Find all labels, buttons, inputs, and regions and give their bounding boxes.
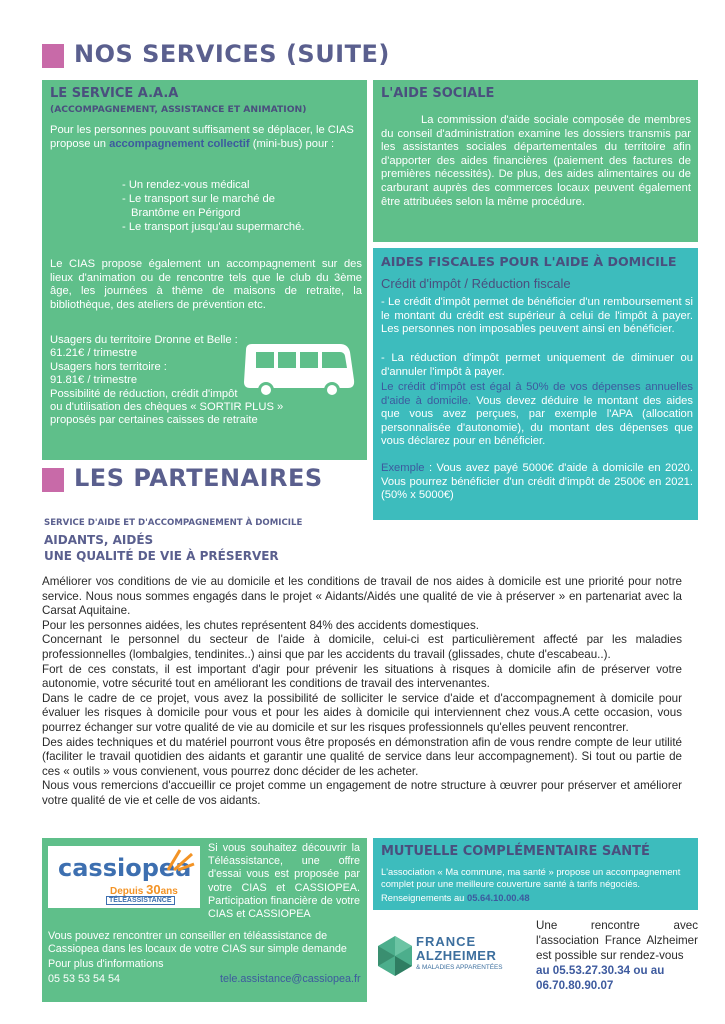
alzheimer-text: Une rencontre avec l'association France Alzheimer est possible sur rendez-vous au 05.53.27.30.34 ou au 06.70.80.90.07: [536, 919, 698, 992]
aides-fiscales-p2: - La réduction d'impôt permet uniquement de diminuer ou d'annuler l'impôt à payer.: [381, 352, 693, 378]
paragraph: Dans le cadre de ce projet, vous avez la possibilité de solliciter le service d'aide et d'accompagnement à domicile pour évaluer les risques à domicile pour vous et pour les aides à domicile qui interviennent chez vous.A cette occasion, vous pourrez échanger sur votre qualité de vie au domicile et sur les risques professionnels qu'elles peuvent rencontrer.: [42, 691, 682, 734]
cassiopea-side-text: Si vous souhaitez découvrir la Téléassistance, une offre d'essai vous est proposée par votre CIAS et CASSIOPEA. Participation financière de votre CIAS et CASSIOPEA: [208, 842, 360, 921]
pricing-line: Possibilité de réduction, crédit d'impôt: [50, 387, 238, 400]
aide-sociale-title: L'AIDE SOCIALE: [381, 86, 495, 101]
aides-fiscales-p1: - Le crédit d'impôt permet de bénéficier d'un remboursement si le montant du crédit est supérieur à celui de l'impôt à payer. Les personnes non imposables peuvent ainsi en bénéficier.: [381, 296, 693, 336]
cassiopea-logo-name: cassiopea: [58, 854, 192, 882]
page-title: NOS SERVICES (SUITE): [74, 40, 390, 68]
service-aaa-para2: Le CIAS propose également un accompagnement sur des lieux d'animation ou de rencontre tels que le club du 3ème âge, les journées à thème de maisons de retraite, la bibliothèque, des ateliers de prévention etc.: [50, 258, 362, 311]
cassiopea-logo: [48, 846, 200, 908]
alzheimer-phone-2[interactable]: 06.70.80.90.07: [536, 979, 614, 992]
service-aaa-title: LE SERVICE A.A.A: [50, 86, 179, 101]
paragraph: Nous vous remercions d'accueillir ce projet comme un engagement de notre structure à œuvrer pour préserver et améliorer votre qualité de vie et celle de vos aidants.: [42, 779, 682, 807]
service-aaa-list: [122, 178, 304, 234]
partenaires-kicker: SERVICE D'AIDE ET D'ACCOMPAGNEMENT À DOMICILE: [44, 518, 303, 528]
alzheimer-logo-icon: [378, 936, 412, 976]
cassiopea-bottom-text: Vous pouvez rencontrer un conseiller en téléassistance de Cassiopea dans les locaux de votre CIAS sur simple demande: [48, 930, 347, 956]
cassiopea-info-label: Pour plus d'informations: [48, 958, 164, 970]
pricing-line: proposés par certaines caisses de retraite: [50, 414, 258, 427]
heading-accent-bar: [42, 468, 64, 492]
aide-sociale-text: La commission d'aide sociale composée de membres du conseil d'administration examine les dossiers transmis par les assistantes sociales départementales du territoire afin d'apporter des aides financières (paiement des factures de premières nécessités). De plus, des aides alimentaires ou de carburant auprès des commerces locaux peuvent également être attribuées selon la même procédure.: [381, 114, 691, 208]
alzheimer-logo-text-2: ALZHEIMER: [416, 948, 497, 963]
cassiopea-logo-tag: Depuis 30ans: [110, 882, 178, 897]
list-item: Brantôme en Périgord: [131, 207, 241, 219]
cassiopea-box: [42, 838, 367, 1002]
alzheimer-logo-text-3: & MALADIES APPARENTÉES: [416, 964, 503, 971]
partenaires-title-1: AIDANTS, AIDÉS: [44, 533, 154, 547]
alzheimer-phone-1[interactable]: 05.53.27.30.34: [552, 964, 631, 977]
service-aaa-subtitle: (ACCOMPAGNEMENT, ASSISTANCE ET ANIMATION): [50, 104, 307, 115]
aide-sociale-box: [373, 80, 698, 242]
minibus-icon: [240, 340, 358, 402]
aides-fiscales-subtitle: Crédit d'impôt / Réduction fiscale: [381, 276, 571, 291]
service-aaa-intro: Pour les personnes pouvant suffisament se déplacer, le CIAS propose un accompagnement collectif (mini-bus) pour :: [50, 124, 354, 150]
aides-fiscales-p3: Le crédit d'impôt est égal à 50% de vos dépenses annuelles d'aide à domicile. Vous devez déduire le montant des aides que vous avez perçues, par exemple l'APA (allocation personnalisée d'autonomie), du montant des dépenses que vous déclarez pour en bénéficier.: [381, 381, 694, 448]
cassiopea-phone[interactable]: 05 53 53 54 54: [48, 973, 121, 985]
pricing-line: Usagers hors territoire :: [50, 360, 167, 373]
list-item: - Le transport sur le marché de: [122, 193, 275, 205]
sun-rays-icon: [166, 848, 196, 872]
aides-fiscales-example: Exemple : Vous avez payé 5000€ d'aide à domicile en 2020. Vous pourrez bénéficier d'un crédit d'impôt de 2500€ en 2021. (50% x 5000€): [381, 462, 693, 502]
paragraph: Pour les personnes aidées, les chutes représentent 84% des accidents domestiques.: [42, 618, 479, 632]
heading-accent-bar: [42, 44, 64, 68]
service-aaa-box: [42, 80, 367, 460]
paragraph: Des aides techniques et du matériel pourront vous être proposés en démonstration afin de vous rendre compte de leur utilité (faciliter le travail quotidien des aidants et garantir une qualité de service dans leur accompagnement). Si tout ou partie de ces « outils » vous convienent, vous pourrez donc décider de les acheter.: [42, 735, 682, 778]
mutuelle-text: L'association « Ma commune, ma santé » propose un accompagnement complet pour une meilleure couverture santé à tarifs négociés.: [381, 866, 681, 889]
alzheimer-logo-text-1: FRANCE: [416, 934, 477, 949]
cassiopea-email-link[interactable]: tele.assistance@cassiopea.fr: [220, 973, 361, 985]
list-item: - Le transport jusqu'au supermarché.: [122, 221, 305, 233]
mutuelle-title: MUTUELLE COMPLÉMENTAIRE SANTÉ: [381, 844, 650, 859]
paragraph: Concernant le personnel du secteur de l'aide à domicile, celui-ci est particulièrement affecté par les maladies professionnelles (lombalgies, tendinites..) ainsi que par les accidents du travail (glissades, chute d'escabeau..).: [42, 633, 682, 661]
aides-fiscales-title: AIDES FISCALES POUR L'AIDE À DOMICILE: [381, 254, 677, 269]
pricing-line: 91.81€ / trimestre: [50, 374, 138, 387]
list-item: - Un rendez-vous médical: [122, 179, 250, 191]
aides-fiscales-box: [373, 248, 698, 520]
cassiopea-logo-sub: TÉLÉASSISTANCE: [106, 896, 175, 905]
partenaires-title: LES PARTENAIRES: [74, 464, 323, 492]
partenaires-title-2: UNE QUALITÉ DE VIE À PRÉSERVER: [44, 549, 279, 563]
paragraph: Améliorer vos conditions de vie au domicile et les conditions de travail de nos aides à domicile est une priorité pour notre service. Nous nous sommes engagés dans le projet « Aidants/Aidés une qualité de vie à préserver » en partenariat avec la Carsat Aquitaine.: [42, 575, 682, 618]
mutuelle-contact: Renseignements au 05.64.10.00.48: [381, 892, 530, 903]
partenaires-body: [42, 575, 682, 809]
pricing-line: ou d'utilisation des chèques « SORTIR PLUS »: [50, 401, 284, 414]
mutuelle-box: [373, 838, 698, 910]
pricing-line: 61.21€ / trimestre: [50, 347, 138, 360]
paragraph: Fort de ces constats, il est important d'agir pour prévenir les situations à risques à domicile afin de préserver votre autonomie, votre sécurité tout en améliorant les conditions de travail des intervenantes.: [42, 662, 682, 691]
pricing-line: Usagers du territoire Dronne et Belle :: [50, 334, 238, 346]
alzheimer-logo: [378, 932, 528, 982]
